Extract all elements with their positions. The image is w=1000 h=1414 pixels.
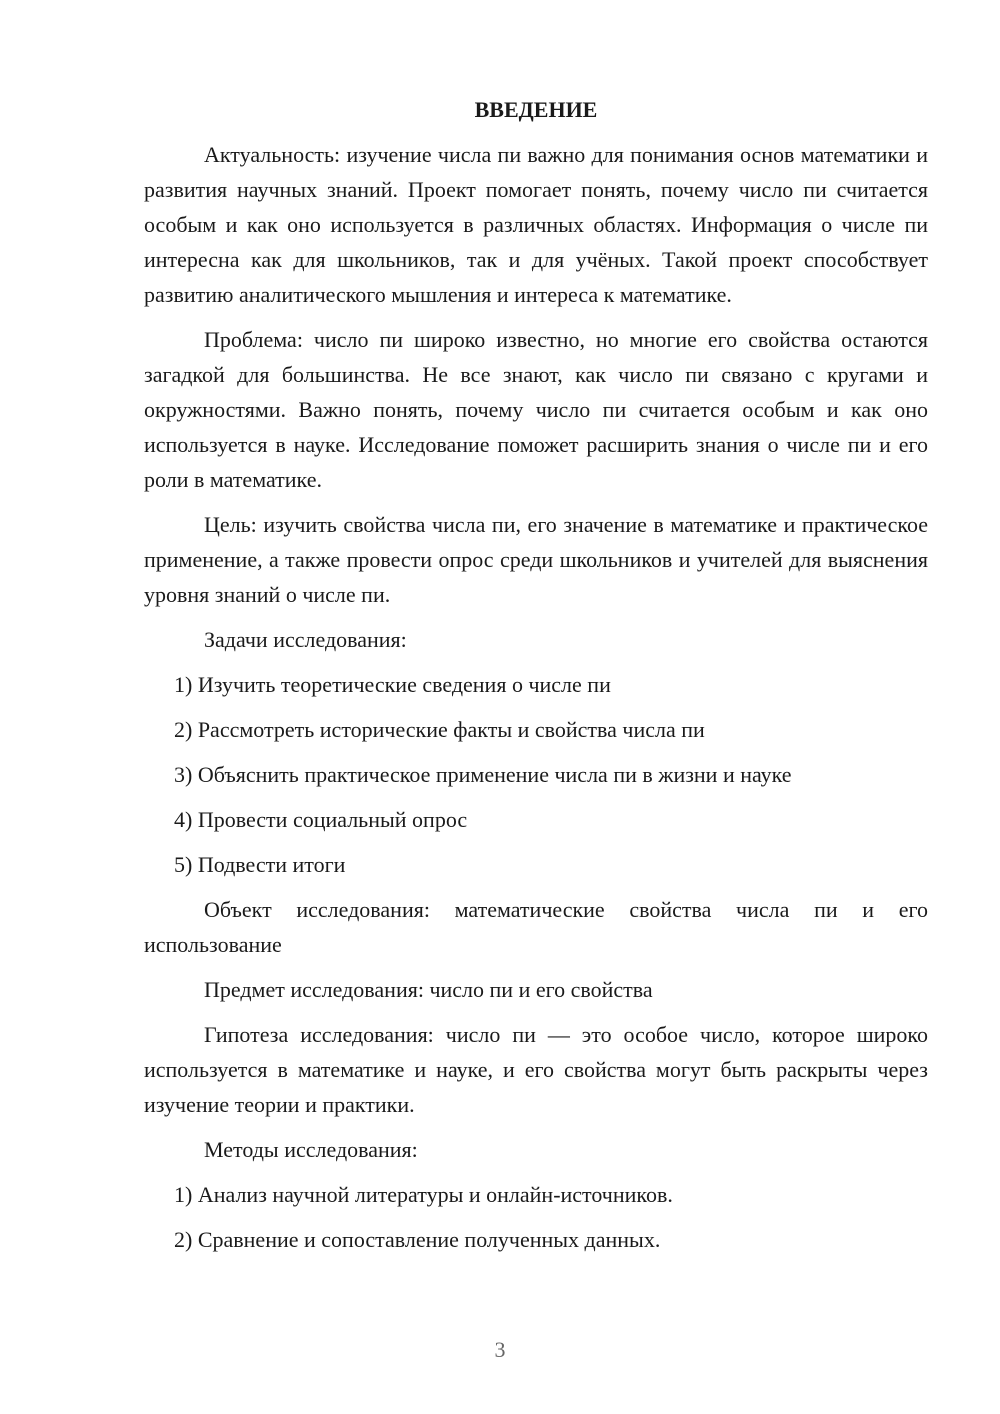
document-page: [144, 92, 928, 1267]
relevance-paragraph: Актуальность: изучение числа пи важно для понимания основ математики и развития научных знаний. Проект помогает понять, почему число пи считается особым и как оно используется в различных областях. Информация о числе пи интересна как для школьников, так и для учёных. Такой проект способствует развитию аналитического мышления и интереса к математике.: [144, 142, 928, 307]
methods-list: [144, 1177, 928, 1257]
list-item: 1) Изучить теоретические сведения о числе пи: [174, 672, 611, 697]
section-title: ВВЕДЕНИЕ: [474, 97, 598, 122]
goal-paragraph: Цель: изучить свойства числа пи, его значение в математике и практическое применение, а также провести опрос среди школьников и учителей для выяснения уровня знаний о числе пи.: [144, 512, 928, 607]
list-item: 5) Подвести итоги: [174, 852, 346, 877]
hypothesis-paragraph: Гипотеза исследования: число пи — это особое число, которое широко используется в математике и науке, и его свойства могут быть раскрыты через изучение теории и практики.: [144, 1022, 928, 1117]
list-item: 1) Анализ научной литературы и онлайн-источников.: [174, 1182, 673, 1207]
tasks-heading: Задачи исследования:: [204, 627, 407, 652]
list-item: 2) Сравнение и сопоставление полученных данных.: [174, 1227, 661, 1252]
object-paragraph: Объект исследования: математические свойства числа пи и его использование: [144, 897, 928, 957]
list-item: 2) Рассмотреть исторические факты и свойства числа пи: [174, 717, 705, 742]
subject-paragraph: Предмет исследования: число пи и его свойства: [204, 977, 653, 1002]
list-item: 3) Объяснить практическое применение числа пи в жизни и науке: [174, 762, 792, 787]
tasks-list: [144, 667, 928, 882]
problem-paragraph: Проблема: число пи широко известно, но многие его свойства остаются загадкой для большинства. Не все знают, как число пи связано с кругами и окружностями. Важно понять, почему число пи считается особым и как оно используется в науке. Исследование поможет расширить знания о числе пи и его роли в математике.: [144, 327, 928, 492]
page-number: 3: [494, 1337, 506, 1362]
list-item: 4) Провести социальный опрос: [174, 807, 468, 832]
methods-heading: Методы исследования:: [204, 1137, 418, 1162]
